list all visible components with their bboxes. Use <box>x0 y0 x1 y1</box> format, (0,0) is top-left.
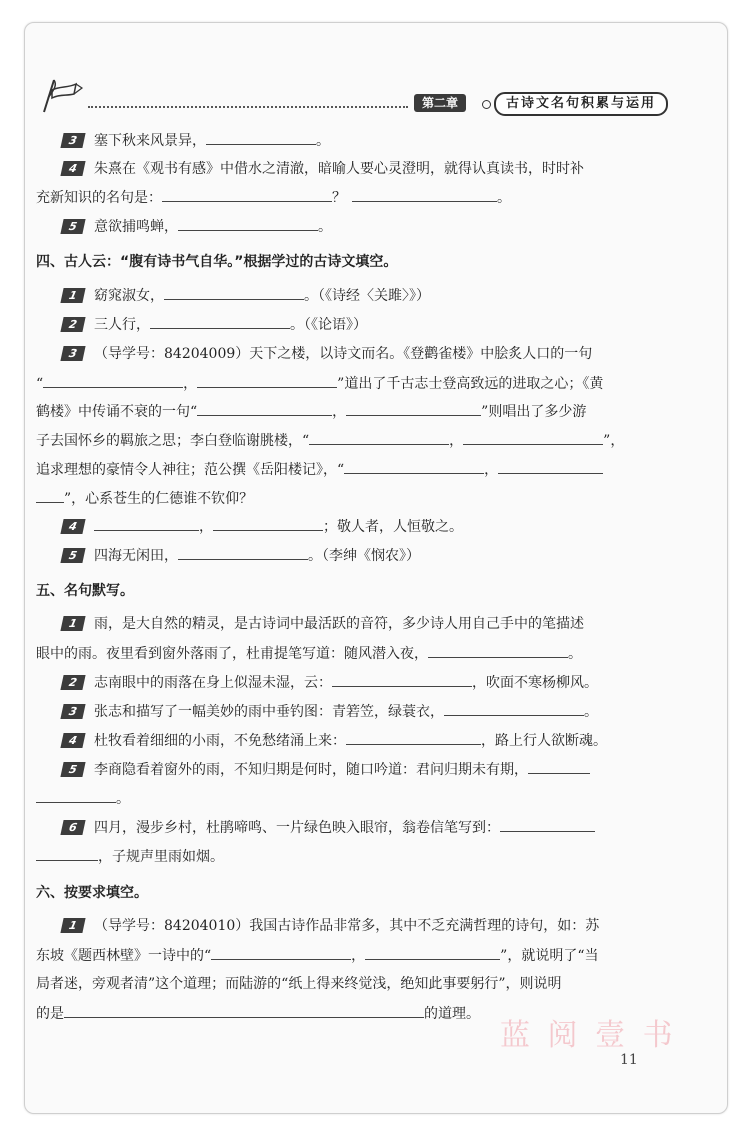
watermark-stamp: 蓝 阅 壹 书 <box>500 1018 677 1053</box>
question-text: 雨，是大自然的精灵，是古诗词中最活跃的音符，多少诗人用自己手中的笔描述 <box>94 616 584 632</box>
question-text: ？ <box>332 190 346 206</box>
question-text: 。 <box>497 190 511 206</box>
question-text: ， <box>351 948 366 964</box>
question-text: 李商隐看着窗外的雨，不知归期是何时，随口吟道：君问归期未有期， <box>94 762 528 778</box>
answer-blank[interactable] <box>36 846 98 861</box>
answer-blank[interactable] <box>213 516 323 531</box>
section-heading: 五、名句默写。 <box>36 583 134 599</box>
question-text: ”则唱出了多少游 <box>481 404 587 420</box>
question-text: 塞下秋来风景异， <box>94 133 206 149</box>
question-number: 1 <box>60 616 85 631</box>
question-line <box>36 430 716 451</box>
question-line <box>62 130 742 151</box>
question-text: 的道理。 <box>424 1006 480 1022</box>
answer-blank[interactable] <box>162 187 332 202</box>
answer-blank[interactable] <box>344 459 484 474</box>
question-text: “ <box>36 376 44 392</box>
answer-blank[interactable] <box>346 730 481 745</box>
question-text: 。 <box>568 646 582 662</box>
question-text: 窈窕淑女， <box>94 288 164 304</box>
question-number: 2 <box>60 317 85 332</box>
question-number: 2 <box>60 675 85 690</box>
answer-blank[interactable] <box>197 373 337 388</box>
question-text: 的是 <box>36 1006 64 1022</box>
question-number: 3 <box>60 133 85 148</box>
question-text: ；敬人者，人恒敬之。 <box>323 519 463 535</box>
question-number: 4 <box>60 519 85 534</box>
question-text: 眼中的雨。夜里看到窗外落雨了，杜甫提笔写道：随风潜入夜， <box>36 646 428 662</box>
question-text: ，路上行人欲断魂。 <box>481 733 607 749</box>
page-number: 11 <box>620 1052 638 1068</box>
section-heading: 六、按要求填空。 <box>36 885 148 901</box>
question-text: ”，心系苍生的仁德谁不钦仰？ <box>64 491 254 507</box>
section-heading: 四、古人云：“腹有诗书气自华。”根据学过的古诗文填空。 <box>36 254 398 270</box>
answer-blank[interactable] <box>94 516 199 531</box>
question-text: 。 <box>318 219 332 235</box>
answer-blank[interactable] <box>164 285 304 300</box>
question-text: 张志和描写了一幅美妙的雨中垂钓图：青箬笠，绿蓑衣， <box>94 704 444 720</box>
question-number: 1 <box>60 918 85 933</box>
question-text: ， <box>449 433 464 449</box>
answer-blank[interactable] <box>498 459 603 474</box>
question-line <box>62 701 742 722</box>
question-number: 4 <box>60 161 85 176</box>
quill-scroll-icon <box>38 76 86 116</box>
question-number: 6 <box>60 820 85 835</box>
answer-blank[interactable] <box>64 1003 424 1018</box>
question-text: ”， <box>603 433 625 449</box>
question-text: 子去国怀乡的羁旅之思；李白登临谢朓楼，“ <box>36 433 310 449</box>
question-text: 鹤楼》中传诵不衰的一句“ <box>36 404 198 420</box>
answer-blank[interactable] <box>178 216 318 231</box>
answer-blank[interactable] <box>428 643 568 658</box>
page-header <box>38 76 698 116</box>
answer-blank[interactable] <box>178 545 308 560</box>
chapter-title: 古诗文名句积累与运用 <box>494 92 668 116</box>
answer-blank[interactable] <box>500 817 595 832</box>
question-line <box>62 344 742 364</box>
question-text: 局者迷，旁观者清”这个道理；而陆游的“纸上得来终觉浅，绝知此事要躬行”，则说明 <box>36 976 562 992</box>
answer-blank[interactable] <box>444 701 584 716</box>
question-number: 3 <box>60 346 85 361</box>
answer-blank[interactable] <box>365 945 500 960</box>
question-text: 。 <box>584 704 598 720</box>
question-line <box>36 373 716 394</box>
question-text: 。（《诗经〈关雎〉》） <box>304 288 430 304</box>
question-line <box>36 846 716 867</box>
question-text: 四海无闲田， <box>94 548 178 564</box>
question-text: 志南眼中的雨落在身上似湿未湿，云： <box>94 675 332 691</box>
question-line <box>36 401 716 422</box>
answer-blank[interactable] <box>211 945 351 960</box>
chapter-badge: 第二章 <box>414 94 466 112</box>
question-text: ， <box>484 462 499 478</box>
answer-blank[interactable] <box>206 130 316 145</box>
question-text: ， <box>199 519 213 535</box>
question-text: ，子规声里雨如烟。 <box>98 849 224 865</box>
question-text: ，吹面不寒杨柳风。 <box>472 675 598 691</box>
question-line <box>62 216 742 237</box>
question-number: 5 <box>60 219 85 234</box>
question-text: （导学号：84204009）天下之楼，以诗文而名。《登鹳雀楼》中脍炙人口的一句 <box>94 346 593 362</box>
question-line <box>36 187 716 208</box>
header-dotted-rule <box>88 106 408 108</box>
question-text: 。 <box>116 791 130 807</box>
question-text: ”，就说明了“当 <box>500 948 599 964</box>
answer-blank[interactable] <box>43 373 183 388</box>
question-line <box>62 516 742 537</box>
question-number: 5 <box>60 548 85 563</box>
answer-blank[interactable] <box>528 759 590 774</box>
question-line <box>62 730 742 751</box>
answer-blank[interactable] <box>352 187 497 202</box>
question-text: 四月，漫步乡村，杜鹃啼鸣、一片绿色映入眼帘，翁卷信笔写到： <box>94 820 500 836</box>
question-number: 3 <box>60 704 85 719</box>
question-line <box>36 459 716 480</box>
answer-blank[interactable] <box>197 401 332 416</box>
question-line <box>36 488 716 509</box>
question-text: ”道出了千古志士登高致远的进取之心；《黄 <box>337 376 604 392</box>
question-line <box>62 545 742 566</box>
question-line <box>62 285 742 306</box>
question-number: 1 <box>60 288 85 303</box>
answer-blank[interactable] <box>332 672 472 687</box>
question-text: 。（《论语》） <box>290 317 367 333</box>
answer-blank[interactable] <box>309 430 449 445</box>
question-number: 4 <box>60 733 85 748</box>
question-line <box>36 788 716 809</box>
question-text: 朱熹在《观书有感》中借水之清澈，暗喻人要心灵澄明，就得认真读书，时时补 <box>94 161 584 177</box>
question-line <box>62 159 742 179</box>
question-line <box>62 759 742 780</box>
question-text: ， <box>183 376 198 392</box>
question-line <box>36 643 716 664</box>
answer-blank[interactable] <box>150 314 290 329</box>
question-text: 充新知识的名句是： <box>36 190 162 206</box>
question-line <box>36 945 716 966</box>
question-text: （导学号：84204010）我国古诗作品非常多，其中不乏充满哲理的诗句，如：苏 <box>94 918 600 934</box>
question-line <box>62 817 742 838</box>
question-text: 杜牧看着细细的小雨，不免愁绪涌上来： <box>94 733 346 749</box>
answer-blank[interactable] <box>346 401 481 416</box>
question-text: 。（李绅《悯农》） <box>308 548 420 564</box>
question-line <box>62 314 742 335</box>
question-text: 三人行， <box>94 317 150 333</box>
question-line <box>62 614 742 634</box>
question-text: 意欲捕鸣蝉， <box>94 219 178 235</box>
header-dot <box>482 100 491 109</box>
question-text: 追求理想的豪情令人神往；范公撰《岳阳楼记》，“ <box>36 462 345 478</box>
question-text: 东坡《题西林壁》一诗中的“ <box>36 948 212 964</box>
answer-blank[interactable] <box>36 488 64 503</box>
question-number: 5 <box>60 762 85 777</box>
question-line <box>62 672 742 693</box>
question-line <box>36 974 716 994</box>
question-text: 。 <box>316 133 330 149</box>
question-text: ， <box>332 404 347 420</box>
answer-blank[interactable] <box>463 430 603 445</box>
question-line <box>62 916 742 936</box>
answer-blank[interactable] <box>36 788 116 803</box>
